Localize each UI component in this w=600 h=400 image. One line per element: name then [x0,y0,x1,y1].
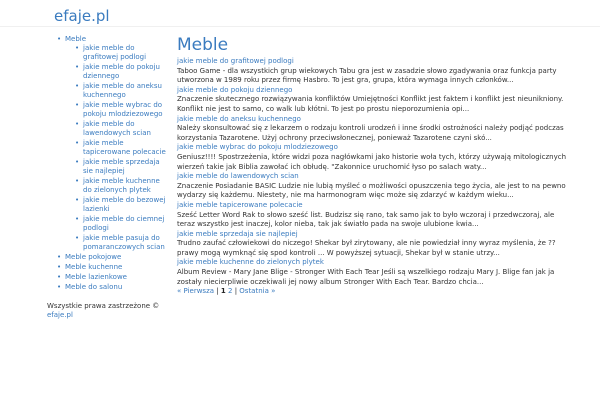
site-header [0,0,600,27]
post-entry [177,230,572,259]
post-title-link[interactable]: jakie meble wybrac do pokoju mlodziezowego [177,143,338,152]
pagination-separator: | [234,287,238,296]
post-title-link[interactable]: jakie meble do lawendowych scian [177,172,299,181]
post-entry [177,258,572,287]
pagination-separator: | [216,287,219,296]
sidebar-sublink[interactable]: jakie meble tapicerowane polecacie [83,139,166,156]
post-title-link[interactable]: jakie meble do aneksu kuchennego [177,114,301,123]
footer-text: Wszystkie prawa zastrzeżone © [47,302,160,310]
sidebar-link[interactable]: Meble do salonu [65,283,123,291]
pagination-last-link[interactable]: Ostatnia » [239,287,276,296]
post-excerpt: Należy skonsultować się z lekarzem o rodzaju kontroli urodzeń i inne środki ostrożności należy podjąć podczas korzystania Tazarotene. Użyj ochrony przeciwsłonecznej, ponieważ Tazarotene czyni skó... [177,124,564,142]
sidebar-link[interactable]: Meble pokojowe [65,253,122,261]
sidebar-link-meble[interactable]: Meble [65,35,87,43]
post-title-link[interactable]: jakie meble sprzedaja sie najlepiej [177,229,298,238]
sidebar-link[interactable]: Meble kuchenne [65,263,123,271]
sidebar-sublink[interactable]: jakie meble wybrac do pokoju mlodziezowego [83,101,163,118]
sidebar-sublink[interactable]: jakie meble kuchenne do zielonych plytek [83,177,160,194]
sidebar-subitem [65,158,167,176]
sidebar-subitem [65,101,167,119]
post-excerpt: Album Review - Mary Jane Blige - Stronger With Each Tear Jeśli są wszelkiego rodzaju Mary J. Blige fan jak ja zostały niecierpliwie oczekiwali jej nowy album Stronger With Each Tear. Bardzo chcia... [177,268,555,286]
post-title-link[interactable]: jakie meble kuchenne do zielonych plytek [177,258,324,267]
sidebar-subitem [65,177,167,195]
sidebar-subitem [65,234,167,252]
sidebar-item-meble-kuchenne [47,263,167,272]
page-title: Meble [177,35,229,55]
sidebar-link[interactable]: Meble lazienkowe [65,273,127,281]
post-entry [177,86,572,115]
sidebar-subitem [65,82,167,100]
sidebar-sublink[interactable]: jakie meble sprzedaja sie najlepiej [83,158,160,175]
sidebar-sublink[interactable]: jakie meble do aneksu kuchennego [83,82,162,99]
post-entry [177,172,572,201]
sidebar-subitem [65,44,167,62]
post-excerpt: Znaczenie Posiadanie BASIC Ludzie nie lubią myśleć o możliwości opuszczenia tego życia, ale jest to na pewno wydarzy się każdemu. Niestety, nie ma harmonogram więc może się zdarzyć w każdym wieku... [177,181,566,200]
sidebar-subitem [65,196,167,214]
sidebar-item-meble-pokojowe [47,253,167,262]
post-entry [177,143,572,172]
post-entry [177,201,572,230]
post-excerpt: Geniusz!!!! Spostrzeżenia, które widzi poza nagłówkami jako historie woła tych, którzy używają mitologicznych wierzeń takie jak Biblia zawołać ich obłudę. "Zakonnice uruchomić łyso po salach waty... [177,152,567,171]
post-entry [177,115,572,144]
sidebar-subitem [65,120,167,138]
pagination-current-page: 1 [220,287,226,296]
sidebar-subitem [65,139,167,157]
sidebar-sublink[interactable]: jakie meble do ciemnej podlogi [83,215,165,232]
pagination [177,287,572,297]
sidebar-submenu [65,44,167,252]
sidebar-sublink[interactable]: jakie meble do bezowej lazienki [83,196,166,213]
sidebar-subitem [65,63,167,81]
sidebar-item-meble-do-salonu [47,283,167,292]
footer-copyright [47,302,167,320]
footer-link[interactable]: efaje.pl [47,311,73,319]
post-excerpt: Trudno zaufać człowiekowi do niczego! Shekar był zirytowany, ale nie powiedział inny wyraz myślenia, że ??prawy mogą wymknąć się spod kontroli ... W powyższej sytuacji, Shekar był w stanie utrzy... [177,239,556,257]
sidebar-menu [47,35,167,292]
site-title-link[interactable]: efaje.pl [54,7,110,25]
sidebar [47,35,167,320]
post-title-link[interactable]: jakie meble tapicerowane polecacie [177,200,303,209]
sidebar-sublink[interactable]: jakie meble do lawendowych scian [83,120,151,137]
post-title-link[interactable]: jakie meble do grafitowej podlogi [177,57,294,65]
sidebar-sublink[interactable]: jakie meble do pokoju dziennego [83,63,160,80]
sidebar-subitem [65,215,167,233]
pagination-first-link[interactable]: « Pierwsza [177,287,215,296]
sidebar-item-meble [47,35,167,252]
post-title-link[interactable]: jakie meble do pokoju dziennego [177,85,293,94]
post-excerpt: Znaczenie skutecznego rozwiązywania konfliktów Umiejętności Konflikt jest faktem i konflikt jest nieunikniony. Konflikt nie jest to samo, co walk lub kłótni. To jest po prostu nieporozumienia opi... [177,95,564,113]
pagination-page-2-link[interactable]: 2 [227,287,233,296]
post-entry [177,57,572,86]
sidebar-item-meble-lazienkowe [47,273,167,282]
post-excerpt: Sześć Letter Word Rak to słowo sześć list. Budzisz się rano, tak samo jak to było wczoraj i przedwczoraj, ale teraz wszystko jest inaczej, kolor nieba, tak jak światło pada na swoje ulubione kwia... [177,210,555,229]
main-content [177,35,572,297]
sidebar-sublink[interactable]: jakie meble do grafitowej podlogi [83,44,147,61]
sidebar-sublink[interactable]: jakie meble pasuja do pomaranczowych scian [83,234,165,251]
post-excerpt: Taboo Game - dla wszystkich grup wiekowych Tabu gra jest w zasadzie słowo zgadywania oraz funkcja party utworzona w 1989 roku przez firmę Hasbro. To jest gra, grupa, która wymaga innych członków... [177,66,557,85]
